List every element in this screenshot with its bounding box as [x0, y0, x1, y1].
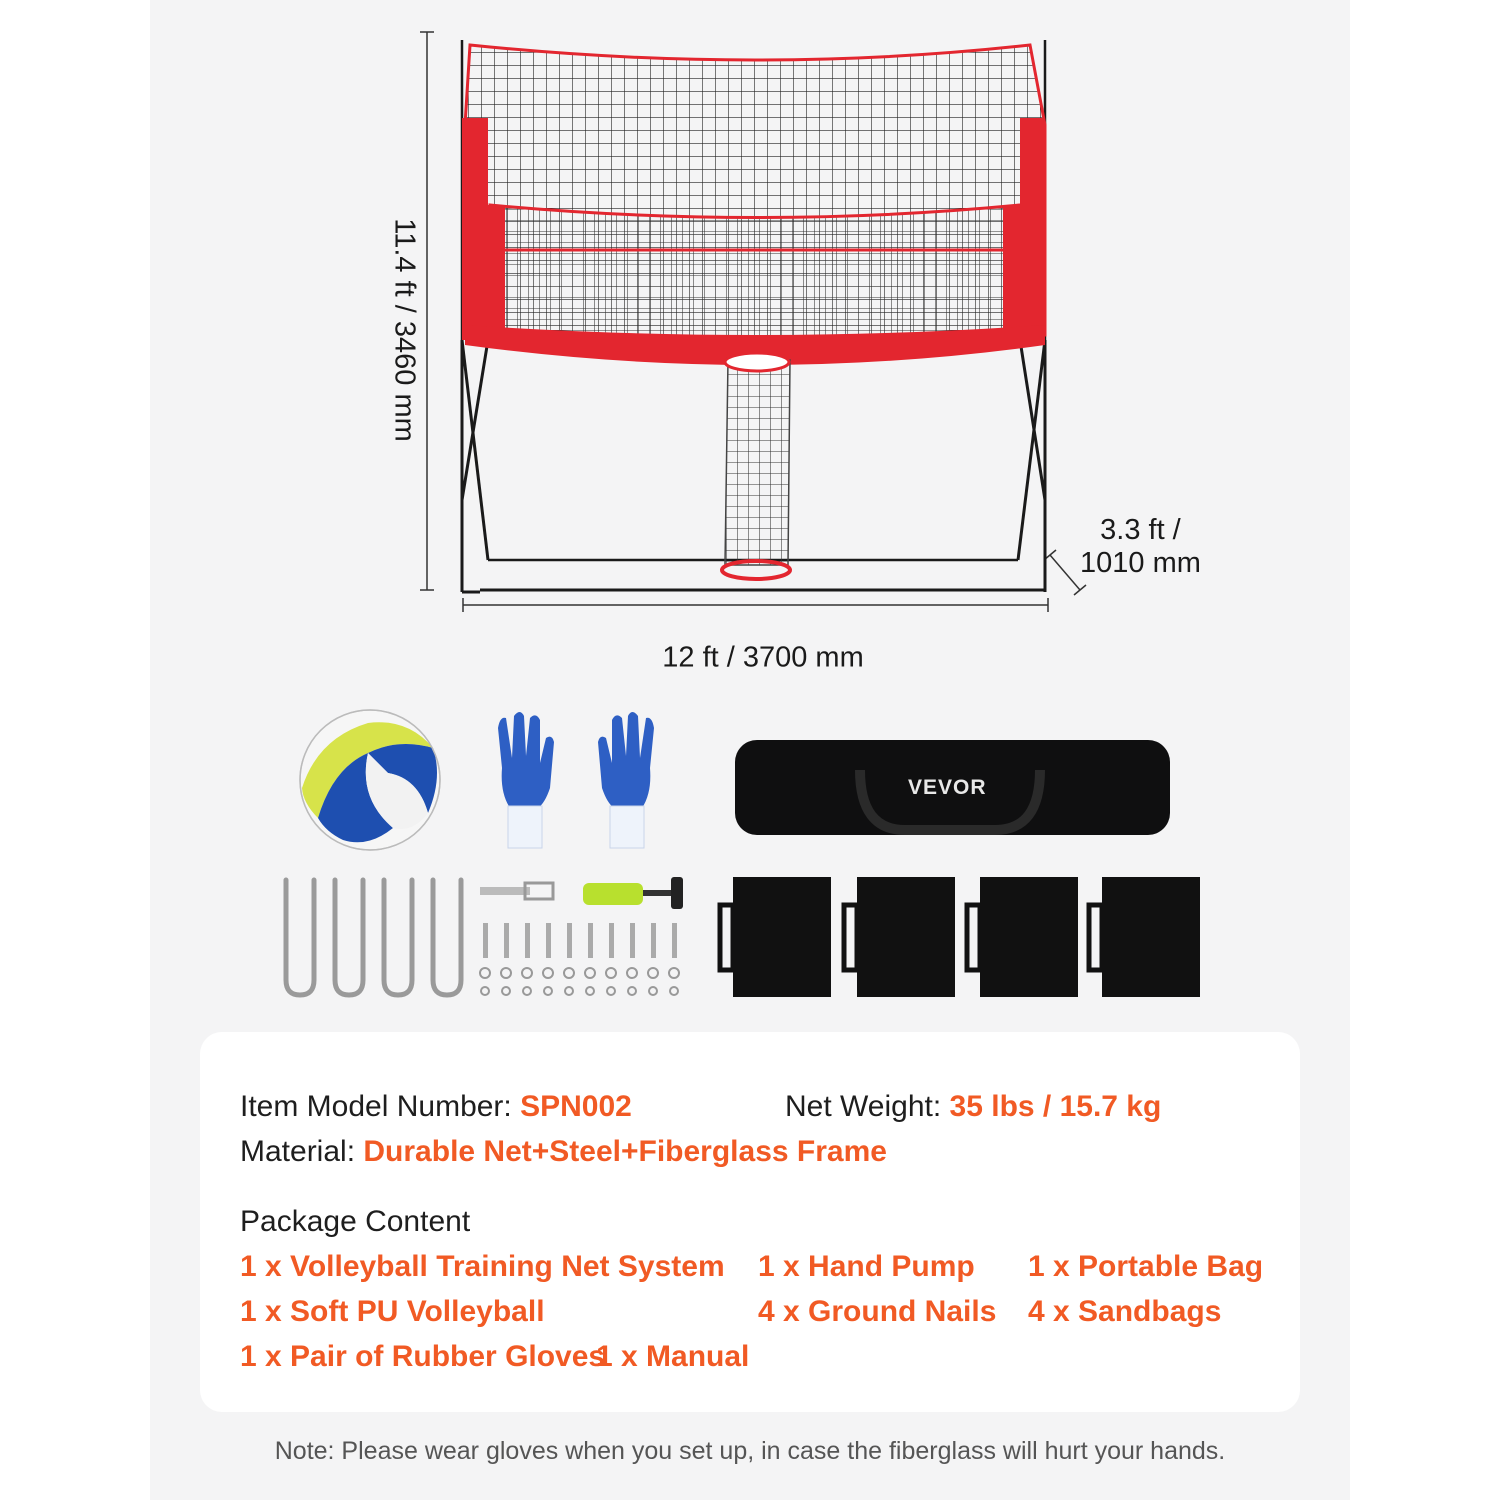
package-item: 1 x Portable Bag [1028, 1250, 1264, 1283]
rubber-gloves-icon [490, 708, 670, 850]
package-item: 1 x Pair of Rubber Gloves [240, 1340, 606, 1373]
depth-dimension [1080, 514, 1201, 580]
package-item: 1 x Volleyball Training Net System [240, 1250, 725, 1283]
hand-pump-and-hardware-icon [475, 875, 695, 1000]
model-number-label: Item Model Number: [240, 1090, 512, 1123]
material-row [240, 1135, 887, 1169]
volleyball-icon [298, 708, 442, 852]
height-dimension-line [420, 32, 434, 590]
net-weight-label: Net Weight: [785, 1090, 942, 1123]
package-content-heading: Package Content [240, 1205, 471, 1238]
ground-nails-icon [278, 875, 468, 1000]
net-weight-row [785, 1090, 1161, 1124]
safety-note: Note: Please wear gloves when you set up, in case the fiberglass will hurt your hands. [274, 1437, 1226, 1465]
ball-return-chute [725, 356, 790, 565]
depth-dimension-ft: 3.3 ft / [1100, 514, 1181, 546]
net-system-illustration [0, 0, 1500, 700]
lower-net [490, 205, 1020, 338]
height-dimension: 11.4 ft / 3460 mm [388, 218, 421, 442]
sandbags-icon [715, 875, 1205, 1000]
model-number-row [240, 1090, 632, 1124]
package-item: 1 x Hand Pump [758, 1250, 975, 1283]
width-dimension: 12 ft / 3700 mm [662, 641, 864, 674]
model-number-value: SPN002 [520, 1090, 632, 1123]
material-label: Material: [240, 1135, 356, 1168]
package-item: 4 x Sandbags [1028, 1295, 1222, 1328]
width-dimension-line [463, 598, 1048, 612]
material-value: Durable Net+Steel+Fiberglass Frame [363, 1135, 887, 1168]
package-item: 1 x Manual [596, 1340, 750, 1373]
bag-logo: VEVOR [908, 776, 987, 799]
net-weight-value: 35 lbs / 15.7 kg [949, 1090, 1162, 1123]
package-item: 4 x Ground Nails [758, 1295, 997, 1328]
package-item: 1 x Soft PU Volleyball [240, 1295, 545, 1328]
depth-dimension-mm: 1010 mm [1080, 547, 1201, 579]
